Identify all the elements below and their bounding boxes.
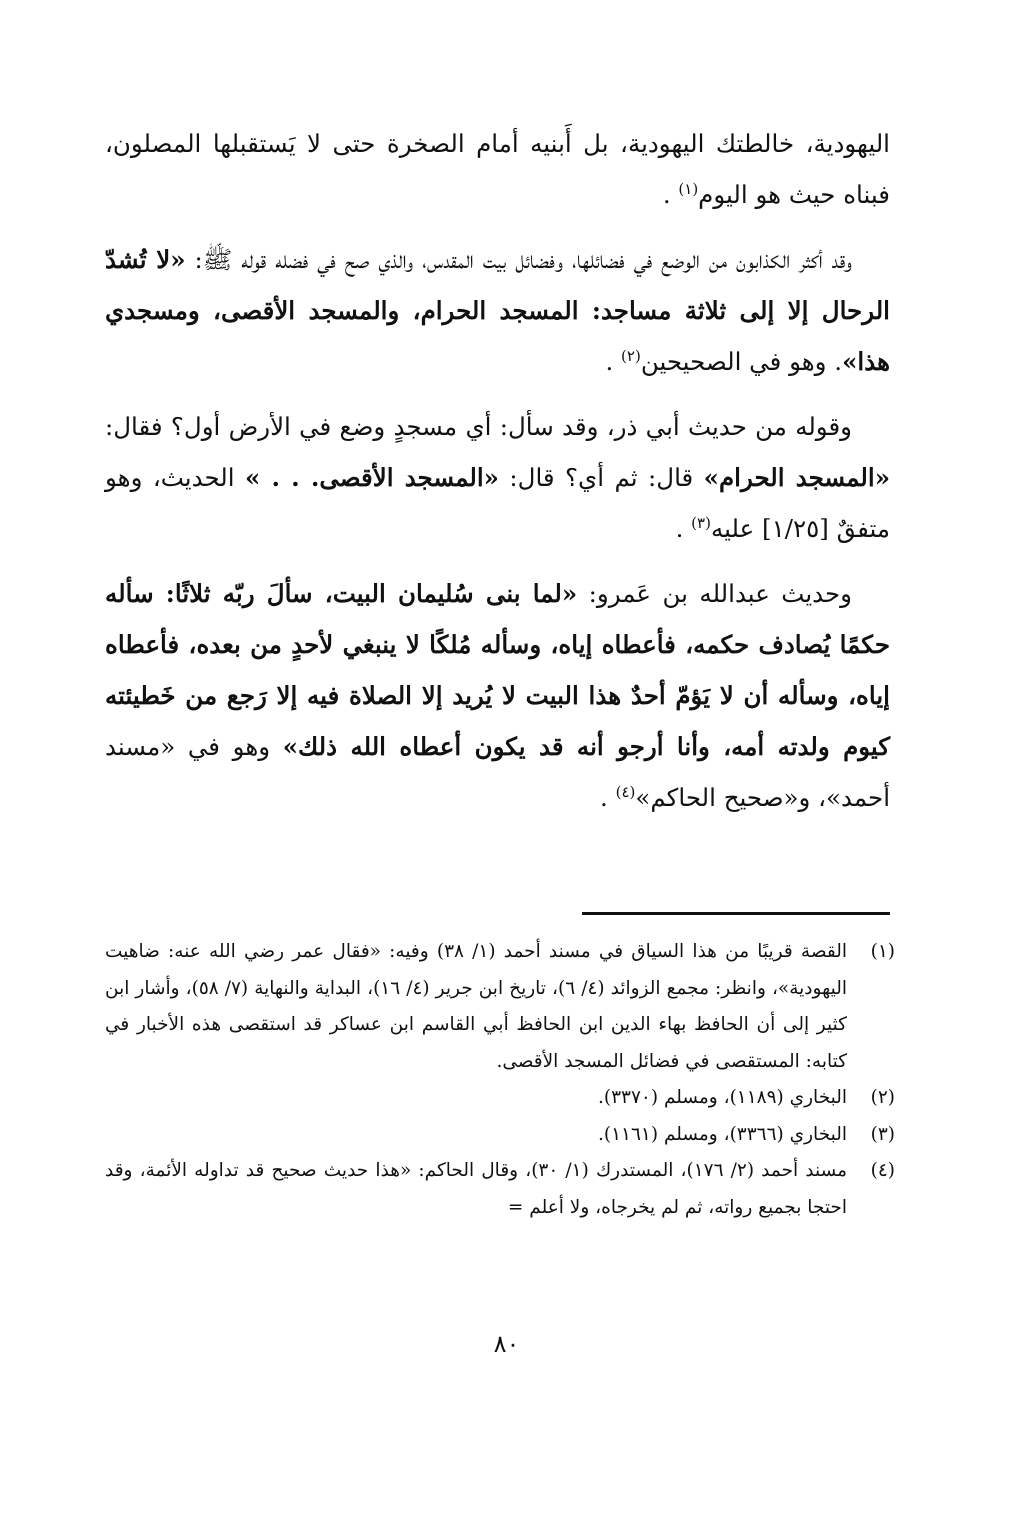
paragraph-text: وقد أكثر الكذابون من الوضع في فضائلها، وفضائل بيت المقدس، والذي صح في فضله قوله ﷺ: (185, 245, 852, 274)
paragraph-1 (105, 118, 890, 220)
footnote-divider (582, 912, 890, 915)
footnote-2 (105, 1080, 895, 1117)
paragraph-text: . (605, 347, 622, 376)
footnote-number: (٤) (870, 1160, 895, 1181)
main-text (105, 118, 890, 837)
hadith-quote: «المسجد الحرام» (703, 463, 891, 492)
paragraph-text: وحديث عبدالله بن عَمرو: (577, 579, 853, 608)
footnote-ref-2[interactable]: (٢) (621, 346, 641, 365)
paragraph-text: الحديث، وهو متفقٌ [١/٢٥] عليه (105, 463, 890, 543)
hadith-quote: «لما بنى سُليمان البيت، سألَ ربّه ثلاثًا: سأله حكمًا يُصادف حكمه، فأعطاه إياه، وسأله مُلكًا لا ينبغي لأحدٍ من بعده، فأعطاه إياه، وسأله أن لا يَؤمّ أحدٌ هذا البيت لا يُريد إلا الصلاة فيه إلا رَجع من خَطيئته كيوم ولدته أمه، وأنا أرجو أنه قد يكون أعطاه الله ذلك» (105, 579, 890, 761)
paragraph-text: . وهو في الصحيحين (640, 347, 843, 376)
paragraph-text: وهو في «مسند أحمد»، و«صحيح الحاكم» (105, 732, 890, 812)
footnote-text: القصة قريبًا من هذا السياق في مسند أحمد (١/ ٣٨) وفيه: «فقال عمر رضي الله عنه: ضاهيت اليهودية»، وانظر: مجمع الزوائد (٤/ ٦)، تاريخ ابن جرير (٤/ ١٦)، البداية والنهاية (٧/ ٥٨)، وأشار ابن كثير إلى أن الحافظ بهاء الدين ابن الحافظ أبي القاسم ابن عساكر قد استقصى هذه الأخبار في كتابه: المستقصى في فضائل المسجد الأقصى. (105, 941, 848, 1072)
paragraph-text: وقوله من حديث أبي ذر، وقد سأل: أي مسجدٍ وضع في الأرض أول؟ فقال: (105, 412, 852, 441)
footnotes (105, 934, 895, 1226)
paragraph-text: . (662, 180, 679, 209)
footnote-ref-3[interactable]: (٣) (691, 513, 711, 532)
hadith-quote: «المسجد الأقصى. . . » (244, 463, 499, 492)
footnote-ref-4[interactable]: (٤) (615, 782, 636, 801)
paragraph-text: . (600, 783, 616, 812)
footnote-ref-1[interactable]: (١) (678, 179, 699, 198)
paragraph-4 (105, 568, 890, 823)
footnote-number: (٣) (870, 1123, 895, 1145)
paragraph-2 (105, 234, 890, 387)
footnote-1 (105, 934, 895, 1080)
footnote-number: (١) (870, 941, 895, 962)
footnote-3 (105, 1117, 895, 1154)
footnote-text: البخاري (١١٨٩)، ومسلم (٣٣٧٠). (597, 1087, 847, 1108)
paragraph-3 (105, 401, 890, 554)
hadith-quote: «لا تُشدّ الرحال إلا إلى ثلاثة مساجد: المسجد الحرام، والمسجد الأقصى، ومسجدي هذا» (105, 245, 890, 376)
page-number: ٨٠ (493, 1330, 520, 1358)
footnote-number: (٢) (870, 1087, 895, 1108)
footnote-text: البخاري (٣٣٦٦)، ومسلم (١١٦١). (597, 1123, 847, 1145)
paragraph-text: قال: ثم أي؟ قال: (498, 463, 704, 492)
footnote-4 (105, 1153, 895, 1226)
paragraph-text: . (675, 514, 692, 543)
paragraph-text: اليهودية، خالطتك اليهودية، بل أَبنيه أمام الصخرة حتى لا يَستقبلها المصلون، فبناه حيث هو اليوم (105, 129, 890, 209)
footnote-text: مسند أحمد (٢/ ١٧٦)، المستدرك (١/ ٣٠)، وقال الحاكم: «هذا حديث صحيح قد تداوله الأئمة، وقد احتجا بجميع رواته، ثم لم يخرجاه، ولا أعلم = (105, 1160, 847, 1218)
